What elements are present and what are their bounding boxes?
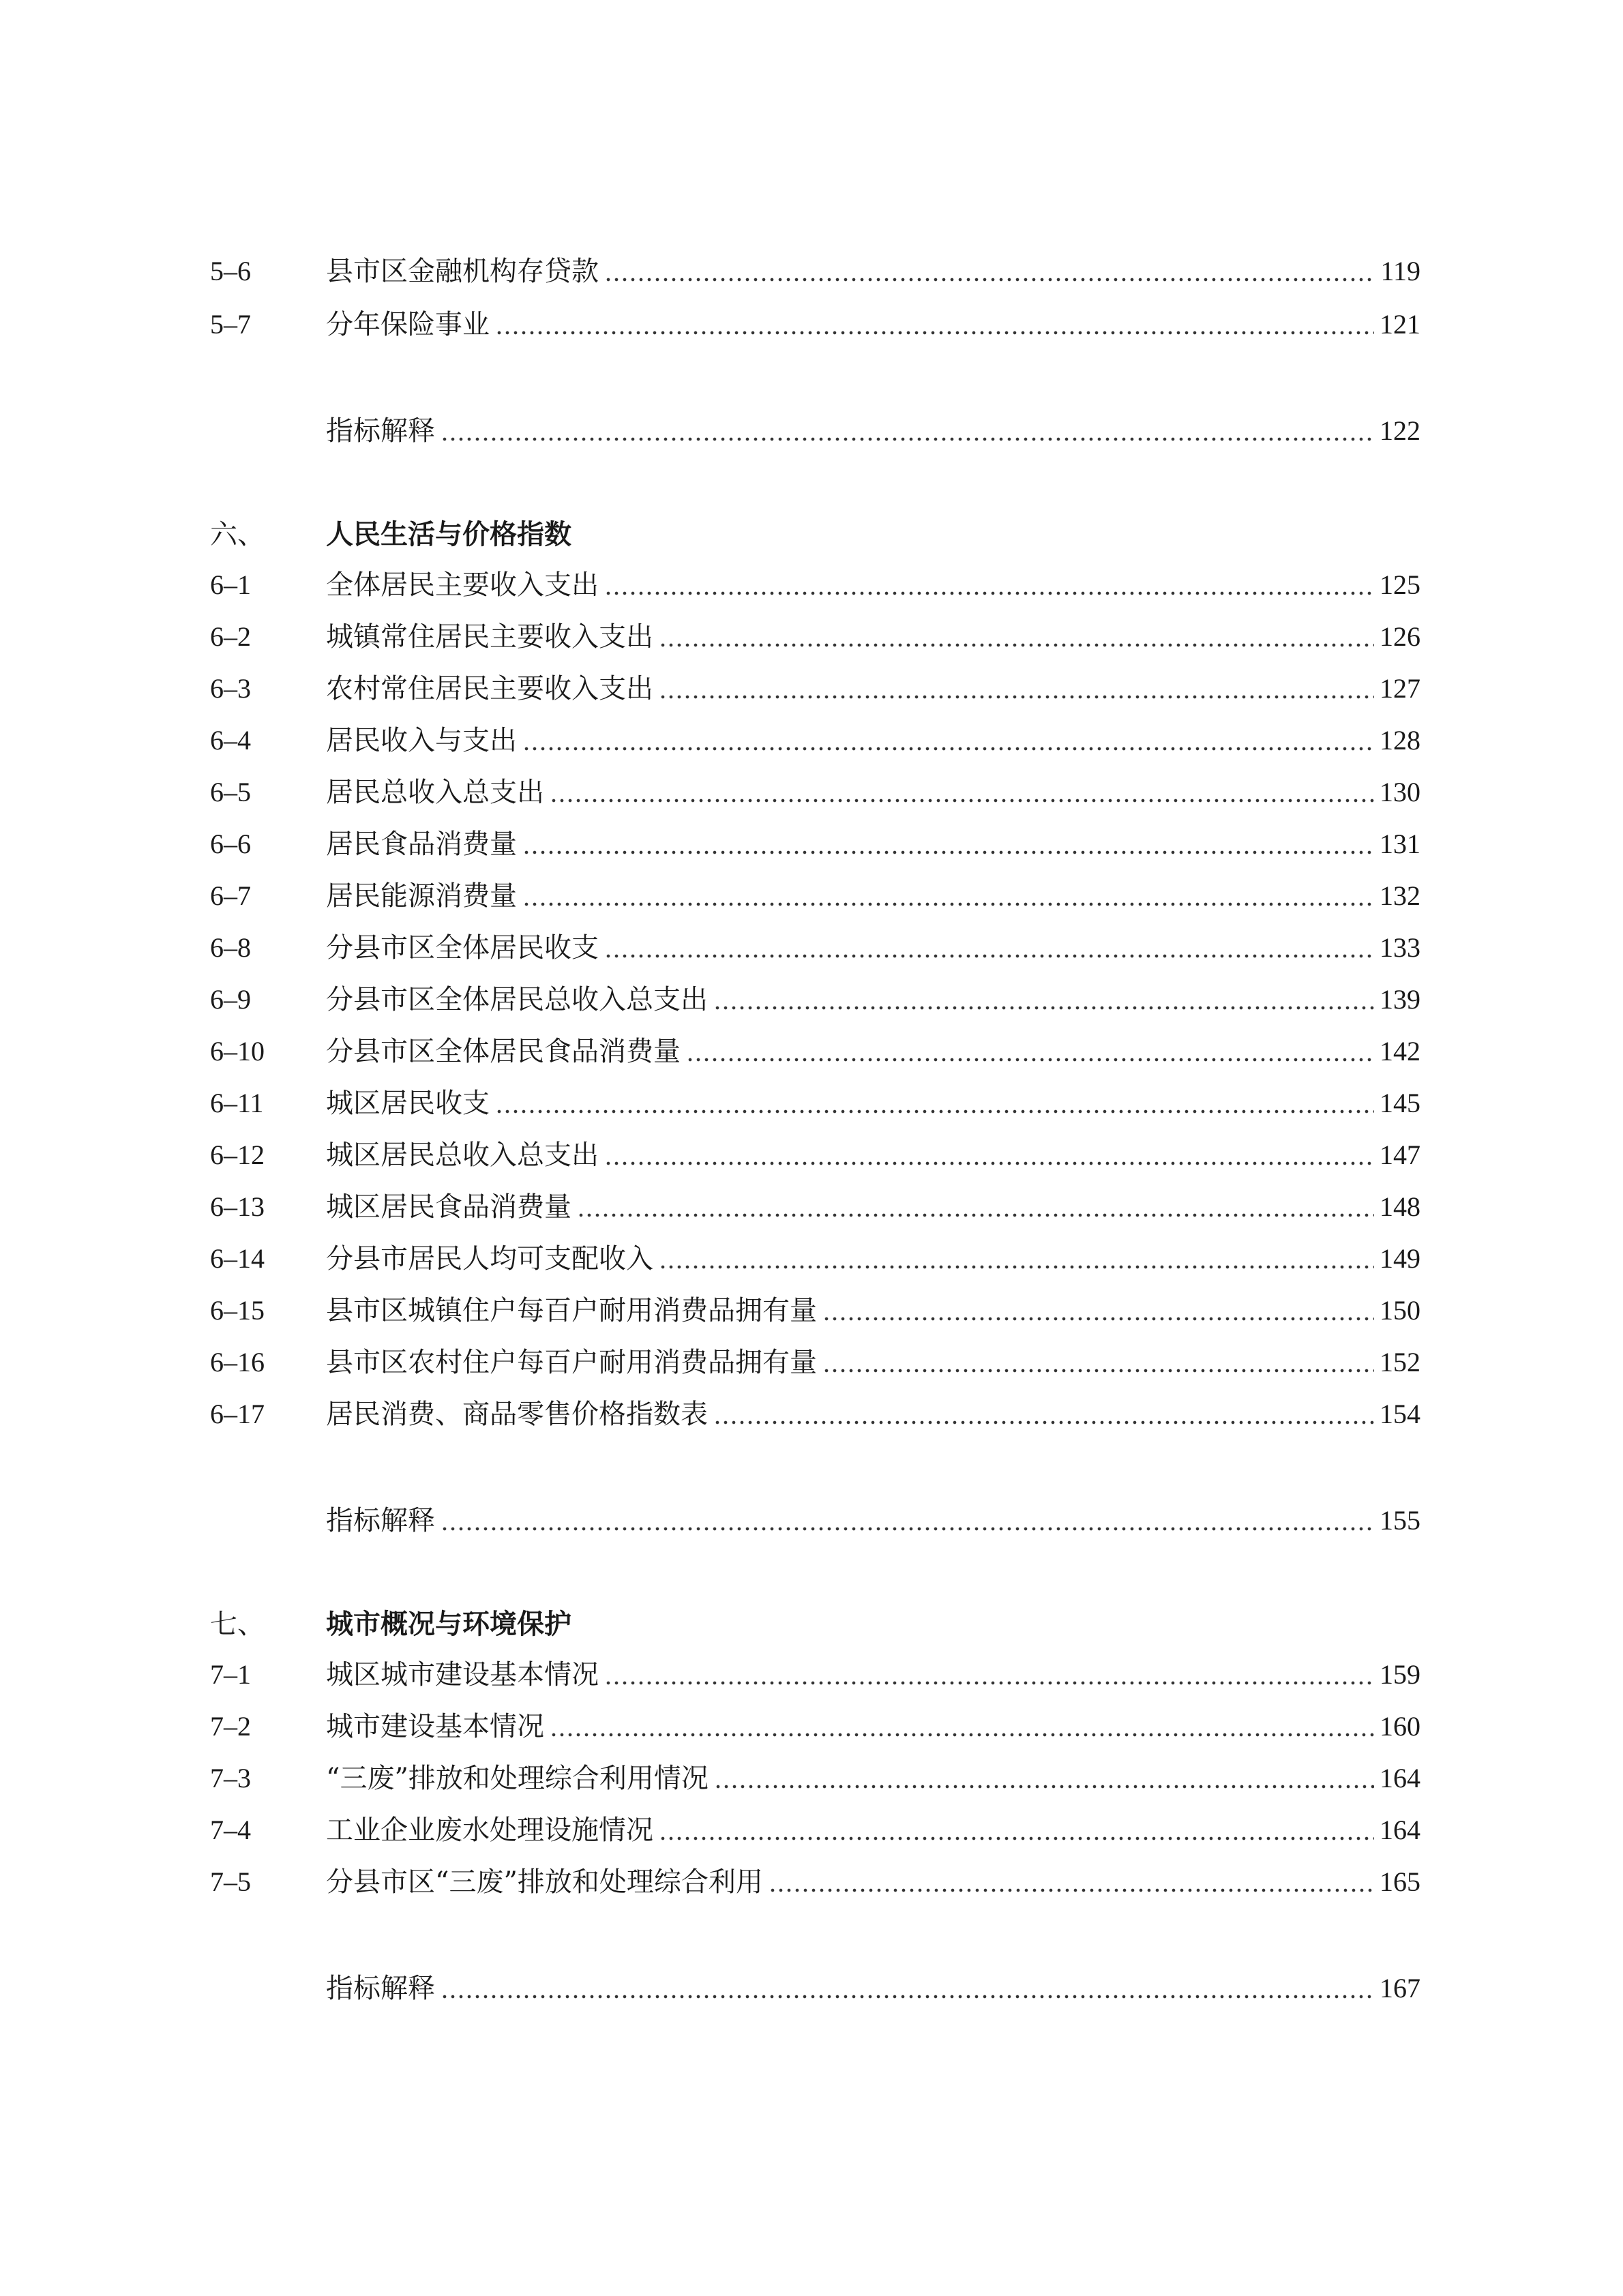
section-number: 六、 <box>210 518 265 550</box>
entry-page: 148 <box>1380 1191 1420 1222</box>
entry-page: 150 <box>1380 1295 1420 1326</box>
dot-leader <box>441 412 1374 450</box>
dot-leader <box>441 1502 1374 1540</box>
entry-number: 6–12 <box>210 1139 265 1170</box>
entry-page: 159 <box>1380 1659 1420 1690</box>
entry-page: 119 <box>1380 256 1420 286</box>
entry-title: 分县市区全体居民总收入总支出 <box>326 984 708 1015</box>
toc-entry[interactable] <box>210 252 1420 290</box>
entry-title: 居民收入与支出 <box>326 725 517 756</box>
toc-entry[interactable] <box>210 721 1420 760</box>
toc-entry[interactable] <box>210 877 1420 915</box>
entry-number: 6–1 <box>210 569 251 600</box>
entry-page: 152 <box>1380 1347 1420 1377</box>
dot-leader <box>686 1032 1374 1071</box>
toc-entry[interactable] <box>210 825 1420 863</box>
toc-entry[interactable] <box>210 1656 1420 1694</box>
toc-entry-notes[interactable] <box>210 1969 1420 2008</box>
entry-number: 6–13 <box>210 1191 265 1222</box>
section-title: 城市概况与环境保护 <box>326 1608 571 1640</box>
entry-page: 142 <box>1380 1036 1420 1067</box>
entry-title: 分县市区“三废”排放和处理综合利用 <box>326 1866 763 1898</box>
dot-leader <box>522 721 1374 760</box>
section-title: 人民生活与价格指数 <box>326 518 571 550</box>
entry-number: 5–7 <box>210 309 251 340</box>
entry-page: 127 <box>1380 673 1420 704</box>
entry-title: 分年保险事业 <box>326 309 490 340</box>
toc-entry-notes[interactable] <box>210 1502 1420 1540</box>
entry-title: 城区居民食品消费量 <box>326 1191 571 1223</box>
section-number: 七、 <box>210 1608 265 1640</box>
dot-leader <box>659 618 1374 656</box>
entry-number: 7–4 <box>210 1815 251 1845</box>
entry-page: 126 <box>1380 621 1420 652</box>
toc-entry[interactable] <box>210 1292 1420 1330</box>
entry-title: 全体居民主要收入支出 <box>326 569 599 601</box>
toc-entry[interactable] <box>210 773 1420 811</box>
entry-page: 131 <box>1380 829 1420 859</box>
entry-number: 6–6 <box>210 829 251 859</box>
toc-entry[interactable] <box>210 1084 1420 1122</box>
toc-entry[interactable] <box>210 566 1420 604</box>
entry-page: 125 <box>1380 569 1420 600</box>
entry-page: 167 <box>1380 1973 1420 2003</box>
entry-number: 6–16 <box>210 1347 265 1377</box>
entry-number: 7–3 <box>210 1763 251 1793</box>
entry-number: 6–7 <box>210 880 251 911</box>
toc-entry[interactable] <box>210 305 1420 344</box>
entry-number: 6–11 <box>210 1088 264 1118</box>
entry-title: 指标解释 <box>326 415 435 447</box>
toc-entry[interactable] <box>210 670 1420 708</box>
dot-leader <box>713 1395 1374 1433</box>
entry-number: 7–1 <box>210 1659 251 1690</box>
dot-leader <box>522 877 1374 915</box>
toc-entry[interactable] <box>210 1811 1420 1849</box>
entry-page: 121 <box>1380 309 1420 340</box>
dot-leader <box>822 1343 1374 1382</box>
toc-entry[interactable] <box>210 1863 1420 1901</box>
entry-title: 城市建设基本情况 <box>326 1711 544 1742</box>
toc-entry[interactable] <box>210 1395 1420 1433</box>
entry-page: 165 <box>1380 1866 1420 1897</box>
toc-entry[interactable] <box>210 1343 1420 1382</box>
dot-leader <box>713 981 1374 1019</box>
entry-page: 128 <box>1380 725 1420 756</box>
dot-leader <box>659 1240 1374 1278</box>
toc-entry[interactable] <box>210 1708 1420 1746</box>
entry-page: 122 <box>1380 415 1420 446</box>
dot-leader <box>604 566 1374 604</box>
entry-number: 6–2 <box>210 621 251 652</box>
entry-page: 139 <box>1380 984 1420 1015</box>
entry-page: 160 <box>1380 1711 1420 1742</box>
entry-title: 城区居民收支 <box>326 1088 490 1119</box>
entry-page: 145 <box>1380 1088 1420 1118</box>
dot-leader <box>495 305 1374 344</box>
dot-leader <box>604 252 1375 290</box>
entry-title: 城区城市建设基本情况 <box>326 1659 599 1690</box>
entry-number: 6–4 <box>210 725 251 756</box>
entry-title: 分县市区全体居民食品消费量 <box>326 1036 681 1067</box>
entry-title: 城区居民总收入总支出 <box>326 1139 599 1171</box>
entry-page: 132 <box>1380 880 1420 911</box>
dot-leader <box>604 1136 1374 1174</box>
dot-leader <box>659 670 1374 708</box>
toc-entry[interactable] <box>210 981 1420 1019</box>
entry-title: 城镇常住居民主要收入支出 <box>326 621 653 653</box>
dot-leader <box>769 1863 1374 1901</box>
dot-leader <box>577 1188 1374 1226</box>
toc-entry[interactable] <box>210 618 1420 656</box>
entry-number: 6–17 <box>210 1399 265 1429</box>
dot-leader <box>714 1759 1374 1798</box>
entry-title: 居民消费、商品零售价格指数表 <box>326 1399 708 1430</box>
toc-entry-notes[interactable] <box>210 412 1420 450</box>
entry-title: 分县市区全体居民收支 <box>326 932 599 964</box>
dot-leader <box>822 1292 1374 1330</box>
entry-number: 6–8 <box>210 932 251 963</box>
entry-page: 133 <box>1380 932 1420 963</box>
entry-title: 居民食品消费量 <box>326 829 517 860</box>
toc-entry[interactable] <box>210 1032 1420 1071</box>
toc-entry[interactable] <box>210 929 1420 967</box>
entry-number: 5–6 <box>210 256 251 286</box>
toc-entry[interactable] <box>210 1759 1420 1798</box>
entry-title: 分县市居民人均可支配收入 <box>326 1243 653 1274</box>
entry-title: 农村常住居民主要收入支出 <box>326 673 653 704</box>
entry-number: 6–5 <box>210 777 251 807</box>
section-heading <box>210 1602 571 1641</box>
entry-number: 7–5 <box>210 1866 251 1897</box>
section-heading <box>210 513 571 551</box>
entry-page: 155 <box>1380 1505 1420 1536</box>
entry-number: 6–9 <box>210 984 251 1015</box>
entry-title: 县市区农村住户每百户耐用消费品拥有量 <box>326 1347 817 1378</box>
entry-page: 154 <box>1380 1399 1420 1429</box>
dot-leader <box>495 1084 1374 1122</box>
entry-page: 147 <box>1380 1139 1420 1170</box>
entry-title: 县市区城镇住户每百户耐用消费品拥有量 <box>326 1295 817 1326</box>
entry-number: 6–15 <box>210 1295 265 1326</box>
entry-page: 164 <box>1380 1763 1420 1793</box>
entry-title: 工业企业废水处理设施情况 <box>326 1815 653 1846</box>
entry-number: 6–3 <box>210 673 251 704</box>
entry-number: 6–10 <box>210 1036 265 1067</box>
entry-title: “三废”排放和处理综合利用情况 <box>326 1763 709 1794</box>
toc-entry[interactable] <box>210 1188 1420 1226</box>
dot-leader <box>659 1811 1374 1849</box>
toc-entry[interactable] <box>210 1240 1420 1278</box>
entry-page: 164 <box>1380 1815 1420 1845</box>
entry-title: 指标解释 <box>326 1505 435 1536</box>
dot-leader <box>441 1969 1374 2008</box>
dot-leader <box>604 1656 1374 1694</box>
dot-leader <box>522 825 1374 863</box>
toc-entry[interactable] <box>210 1136 1420 1174</box>
entry-title: 居民总收入总支出 <box>326 777 544 808</box>
entry-number: 7–2 <box>210 1711 251 1742</box>
dot-leader <box>604 929 1374 967</box>
dot-leader <box>550 1708 1374 1746</box>
entry-title: 居民能源消费量 <box>326 880 517 912</box>
entry-title: 县市区金融机构存贷款 <box>326 256 599 287</box>
entry-title: 指标解释 <box>326 1973 435 2004</box>
entry-number: 6–14 <box>210 1243 265 1274</box>
dot-leader <box>550 773 1374 811</box>
entry-page: 130 <box>1380 777 1420 807</box>
entry-page: 149 <box>1380 1243 1420 1274</box>
